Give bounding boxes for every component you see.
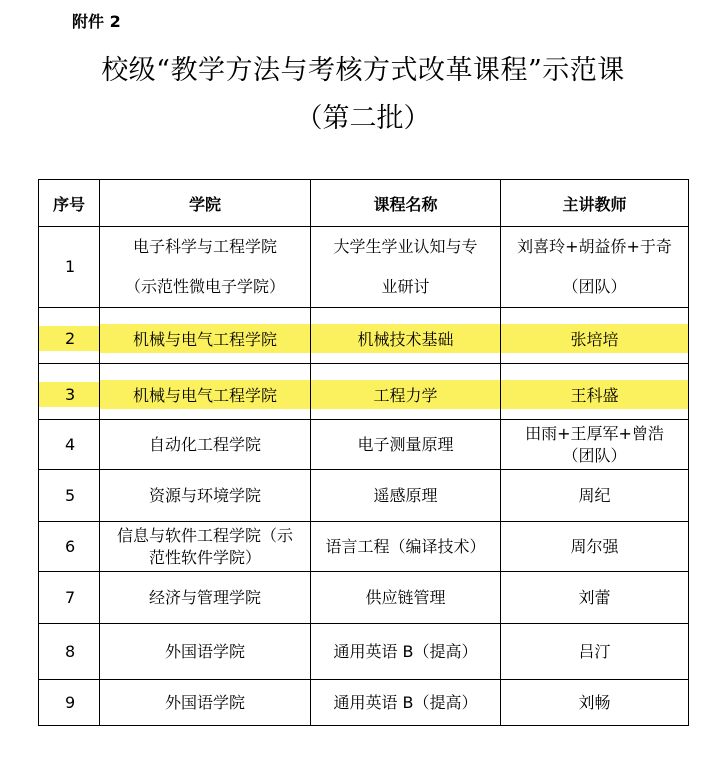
cell-text: 外国语学院 xyxy=(164,692,245,712)
cell-text: 9 xyxy=(65,692,76,712)
cell-text: 4 xyxy=(65,434,76,454)
header-index: 序号 xyxy=(39,180,100,227)
row-course xyxy=(311,680,501,726)
row-college xyxy=(100,680,311,726)
table-row xyxy=(39,572,689,624)
table-row xyxy=(39,470,689,522)
cell-text: 自动化工程学院 xyxy=(148,434,261,454)
row-course xyxy=(311,227,501,308)
cell-text: 供应链管理 xyxy=(365,587,446,607)
row-index xyxy=(39,680,100,726)
cell-text: 通用英语 B（提高） xyxy=(333,692,478,712)
row-college xyxy=(100,364,311,420)
cell-text: 外国语学院 xyxy=(164,641,245,661)
cell-text: 5 xyxy=(65,485,76,505)
course-table xyxy=(38,179,689,726)
cell-text: 信息与软件工程学院（示 范性软件学院） xyxy=(116,525,293,567)
row-index xyxy=(39,227,100,308)
row-index xyxy=(39,420,100,470)
row-index xyxy=(39,308,100,364)
row-college xyxy=(100,420,311,470)
row-course xyxy=(311,470,501,522)
table-body xyxy=(39,227,689,726)
row-course xyxy=(311,420,501,470)
row-course xyxy=(311,522,501,572)
highlight-mark: 王科盛 xyxy=(501,380,688,409)
row-college xyxy=(100,470,311,522)
table-row xyxy=(39,624,689,680)
document-title: 校级“教学方法与考核方式改革课程”示范课 xyxy=(101,55,625,86)
row-index xyxy=(39,364,100,420)
table-row xyxy=(39,522,689,572)
cell-text: 语言工程（编译技术） xyxy=(325,536,486,556)
header-college: 学院 xyxy=(100,180,311,227)
row-teacher xyxy=(501,624,689,680)
row-index xyxy=(39,624,100,680)
row-course xyxy=(311,308,501,364)
highlight-mark: 2 xyxy=(39,326,99,351)
row-college xyxy=(100,572,311,624)
row-index xyxy=(39,572,100,624)
highlight-mark: 机械技术基础 xyxy=(311,324,500,353)
cell-text: 电子科学与工程学院 （示范性微电子学院） xyxy=(124,237,285,296)
row-college xyxy=(100,308,311,364)
cell-text: 8 xyxy=(65,641,76,661)
row-college xyxy=(100,227,311,308)
row-index xyxy=(39,470,100,522)
row-teacher xyxy=(501,680,689,726)
row-teacher xyxy=(501,308,689,364)
cell-text: 资源与环境学院 xyxy=(148,485,261,505)
cell-text: 周尔强 xyxy=(570,536,619,556)
cell-text: 通用英语 B（提高） xyxy=(333,641,478,661)
table-header-row xyxy=(39,180,689,227)
table-row xyxy=(39,308,689,364)
cell-text: 刘畅 xyxy=(578,692,611,712)
highlight-mark: 工程力学 xyxy=(311,380,500,409)
highlight-mark: 机械与电气工程学院 xyxy=(100,380,310,409)
cell-text: 吕汀 xyxy=(578,641,611,661)
cell-text: 刘喜玲+胡益侨+于奇 （团队） xyxy=(517,237,672,296)
table-row xyxy=(39,227,689,308)
row-teacher xyxy=(501,470,689,522)
cell-text: 田雨+王厚军+曾浩 （团队） xyxy=(525,423,664,465)
cell-text: 经济与管理学院 xyxy=(148,587,261,607)
header-teacher: 主讲教师 xyxy=(501,180,689,227)
cell-text: 大学生学业认知与专 业研讨 xyxy=(333,237,478,296)
highlight-mark: 机械与电气工程学院 xyxy=(100,324,310,353)
attachment-label: 附件 2 xyxy=(72,12,121,31)
row-teacher xyxy=(501,522,689,572)
cell-text: 刘蕾 xyxy=(578,587,611,607)
row-teacher xyxy=(501,420,689,470)
cell-text: 周纪 xyxy=(578,485,611,505)
row-course xyxy=(311,364,501,420)
cell-text: 遥感原理 xyxy=(373,485,438,505)
row-college xyxy=(100,624,311,680)
row-teacher xyxy=(501,572,689,624)
row-index xyxy=(39,522,100,572)
row-college xyxy=(100,522,311,572)
highlight-mark: 3 xyxy=(39,382,99,407)
row-course xyxy=(311,572,501,624)
header-course: 课程名称 xyxy=(311,180,501,227)
row-course xyxy=(311,624,501,680)
table-row xyxy=(39,680,689,726)
table-row xyxy=(39,420,689,470)
document-subtitle: （第二批） xyxy=(295,103,431,134)
highlight-mark: 张培培 xyxy=(501,324,688,353)
cell-text: 6 xyxy=(65,536,76,556)
row-teacher xyxy=(501,364,689,420)
row-teacher xyxy=(501,227,689,308)
table-row xyxy=(39,364,689,420)
cell-text: 1 xyxy=(65,257,76,276)
cell-text: 7 xyxy=(65,587,76,607)
cell-text: 电子测量原理 xyxy=(357,434,454,454)
